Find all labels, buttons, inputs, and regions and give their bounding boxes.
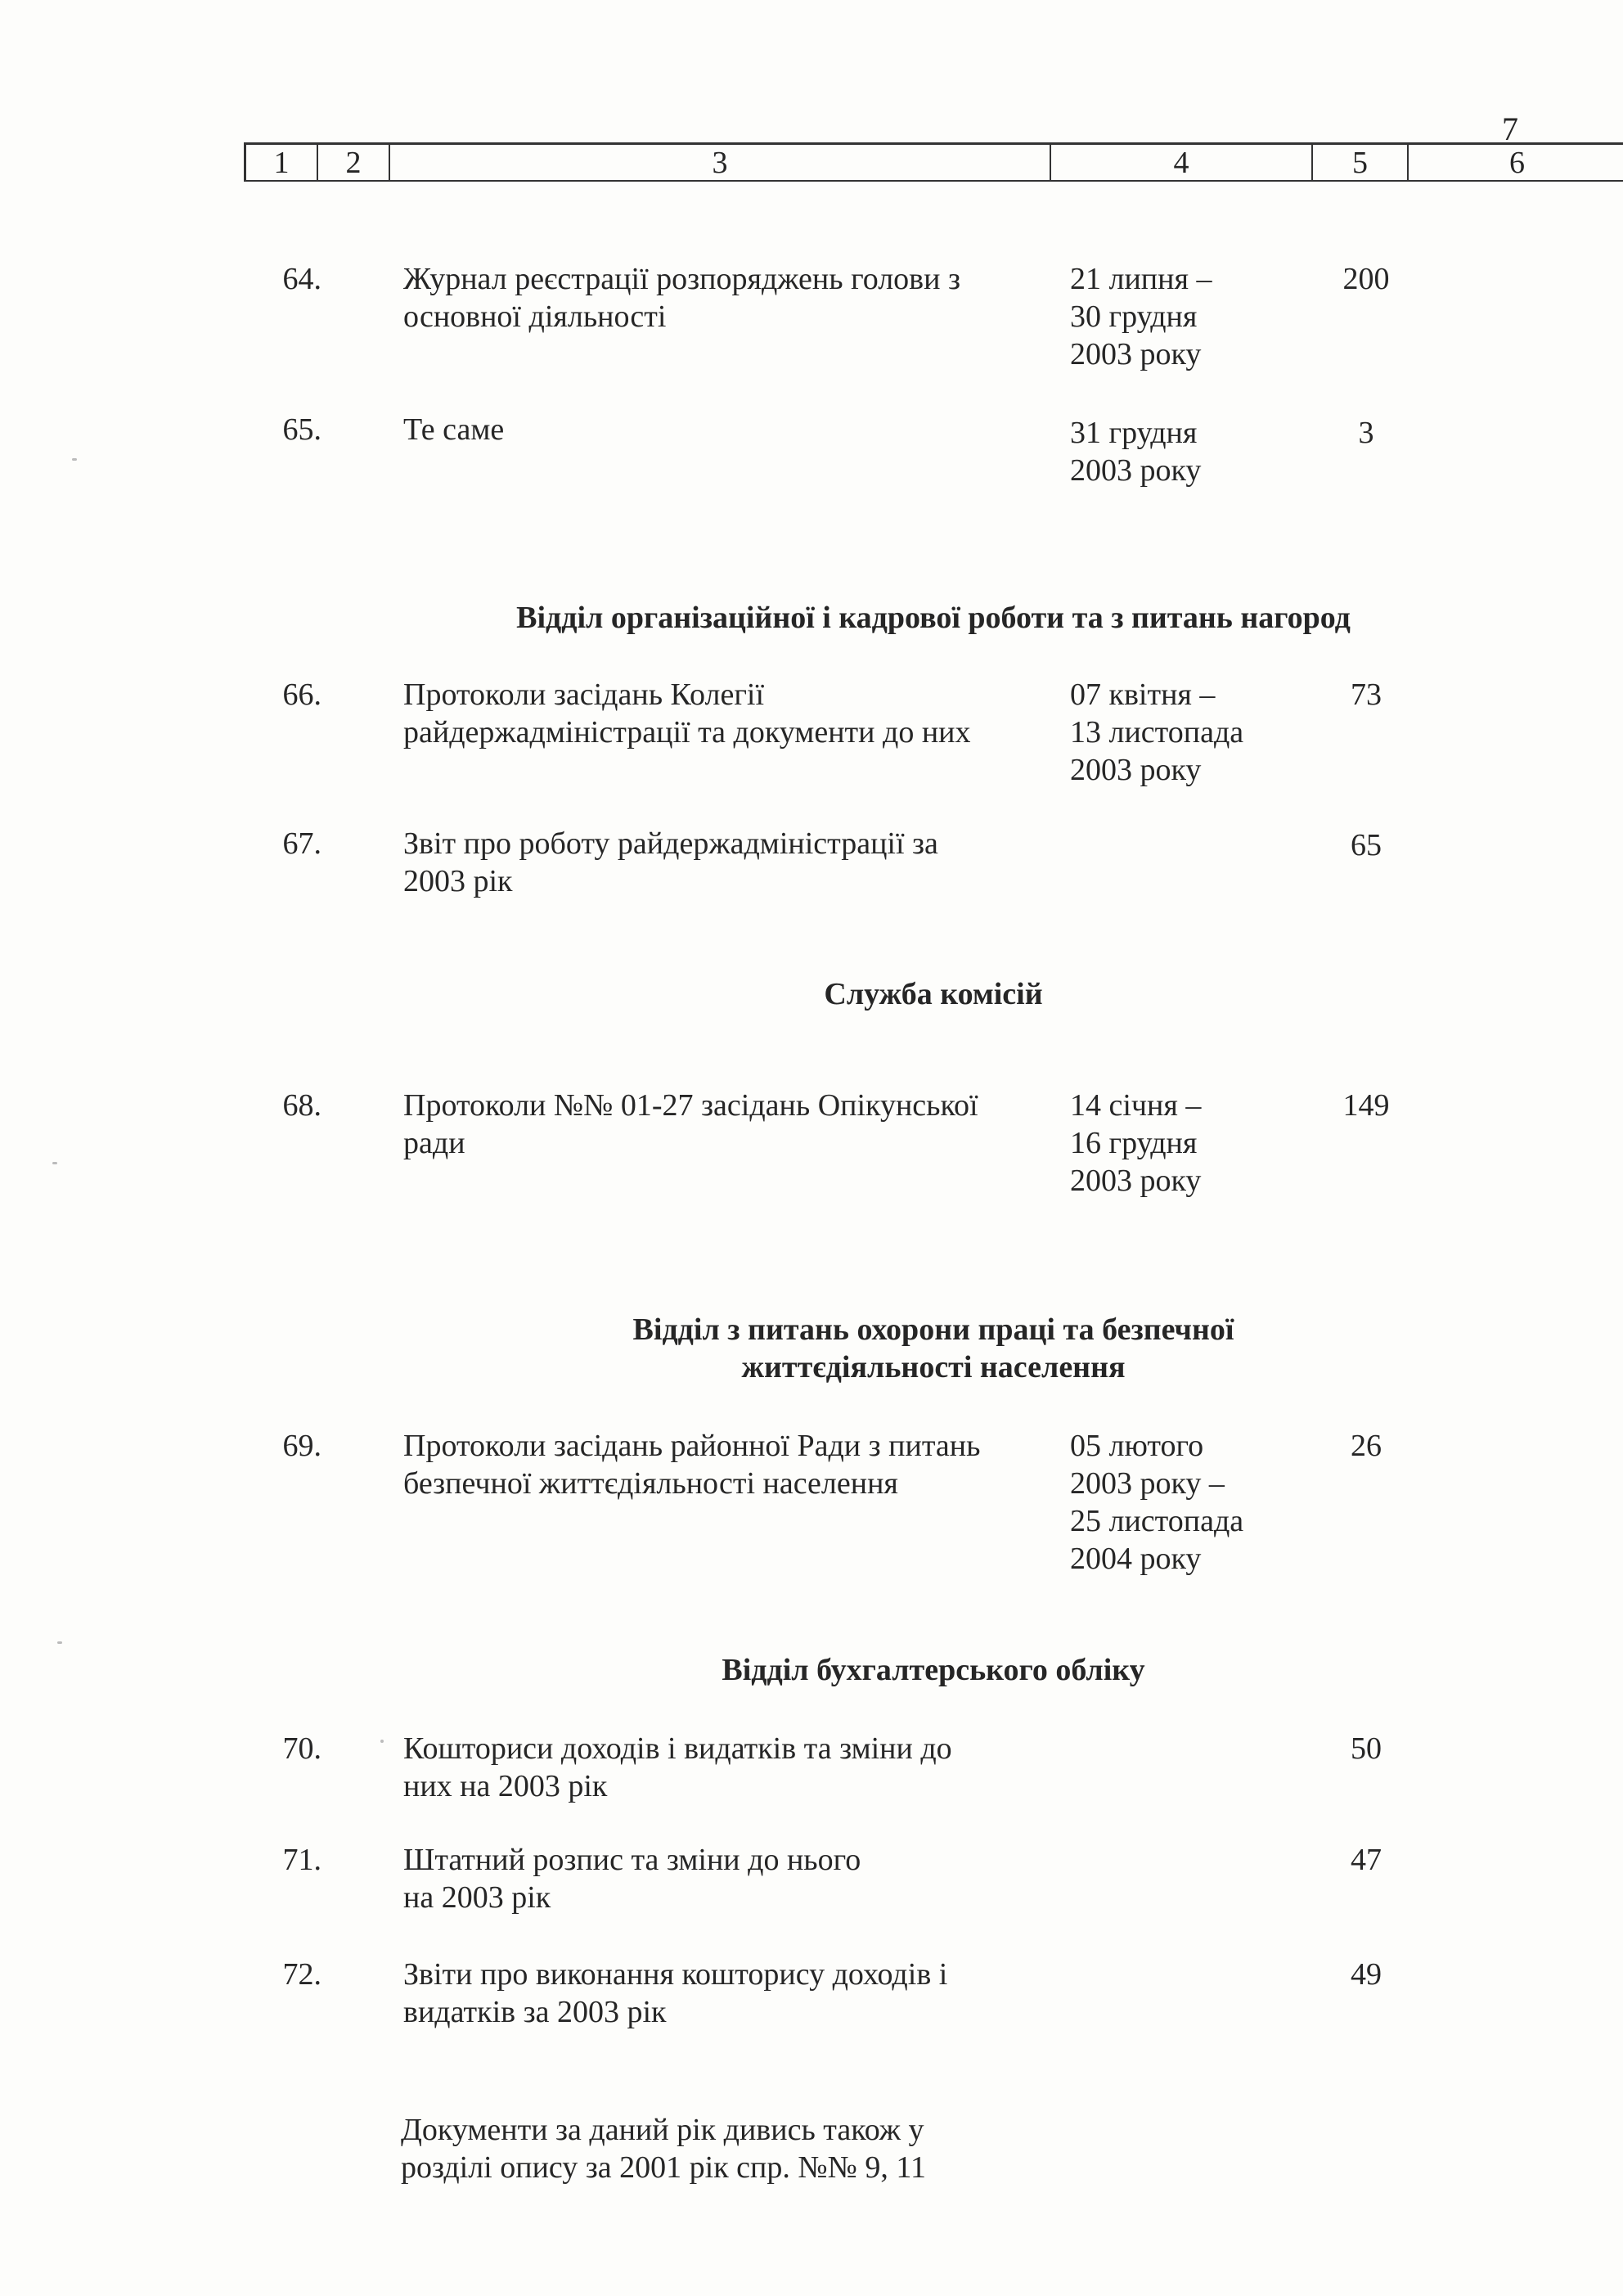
- entry-number: 64.: [282, 262, 321, 296]
- entry-sheet-count: 149: [1342, 1088, 1390, 1123]
- entry-sheet-count: 49: [1351, 1957, 1382, 1992]
- entry-sheet-count: 200: [1342, 262, 1390, 296]
- section-heading: Служба комісій: [824, 977, 1043, 1011]
- entry-dates: 31 грудня 2003 року: [1070, 416, 1202, 488]
- entry-number: 65.: [282, 412, 321, 447]
- entry-title: Кошториси доходів і видатків та зміни до них на 2003 рік: [403, 1731, 952, 1803]
- entry-number: 66.: [282, 678, 321, 712]
- entry-dates: 05 лютого 2003 року – 25 листопада 2004 року: [1070, 1429, 1244, 1576]
- column-header-2: 2: [318, 145, 390, 180]
- section-heading: Відділ з питань охорони праці та безпечної життєдіяльності населення: [632, 1312, 1234, 1384]
- entry-number: 69.: [282, 1429, 321, 1463]
- section-heading: Відділ бухгалтерського обліку: [722, 1653, 1145, 1687]
- entry-number: 72.: [282, 1957, 321, 1992]
- entry-number: 68.: [282, 1088, 321, 1123]
- entry-title: Журнал реєстрації розпоряджень голови з основної діяльності: [403, 262, 960, 334]
- entry-number: 70.: [282, 1731, 321, 1766]
- entry-number: 71.: [282, 1843, 321, 1877]
- entry-sheet-count: 65: [1351, 828, 1382, 862]
- entry-title: Протоколи засідань Колегії райдержадміністрації та документи до них: [403, 678, 971, 750]
- entry-sheet-count: 47: [1351, 1843, 1382, 1877]
- entry-title: Те саме: [403, 412, 505, 447]
- scan-speck: [57, 1641, 62, 1644]
- column-header-4: 4: [1051, 145, 1313, 180]
- scan-speck: [380, 1740, 384, 1743]
- scan-speck: [52, 1162, 57, 1164]
- column-header-1: 1: [246, 145, 318, 180]
- scan-speck: [72, 458, 77, 461]
- entry-title: Протоколи №№ 01-27 засідань Опікунської ради: [403, 1088, 978, 1160]
- column-header-6: 6: [1509, 145, 1525, 180]
- entry-sheet-count: 3: [1358, 416, 1374, 450]
- entry-sheet-count: 50: [1351, 1731, 1382, 1766]
- column-header-5: 5: [1313, 145, 1409, 180]
- entry-title: Звіти про виконання кошторису доходів і видатків за 2003 рік: [403, 1957, 948, 2029]
- entry-sheet-count: 73: [1351, 678, 1382, 712]
- entry-title: Звіт про роботу райдержадміністрації за 2003 рік: [403, 826, 938, 898]
- entry-dates: 07 квітня – 13 листопада 2003 року: [1070, 678, 1244, 787]
- column-header-3: 3: [390, 145, 1051, 180]
- entry-sheet-count: 26: [1351, 1429, 1382, 1463]
- entry-title: Штатний розпис та зміни до нього на 2003 рік: [403, 1843, 861, 1915]
- entry-dates: 21 липня – 30 грудня 2003 року: [1070, 262, 1212, 371]
- entry-title: Протоколи засідань районної Ради з питань безпечної життєдіяльності населення: [403, 1429, 981, 1501]
- column-number-header: [244, 142, 1623, 182]
- section-heading: Відділ організаційної і кадрової роботи та з питань нагород: [516, 601, 1351, 635]
- entry-number: 67.: [282, 826, 321, 861]
- page-number: 7: [1502, 110, 1518, 147]
- entry-dates: 14 січня – 16 грудня 2003 року: [1070, 1088, 1202, 1198]
- cross-reference-note: Документи за даний рік дивись також у розділі опису за 2001 рік спр. №№ 9, 11: [401, 2113, 926, 2185]
